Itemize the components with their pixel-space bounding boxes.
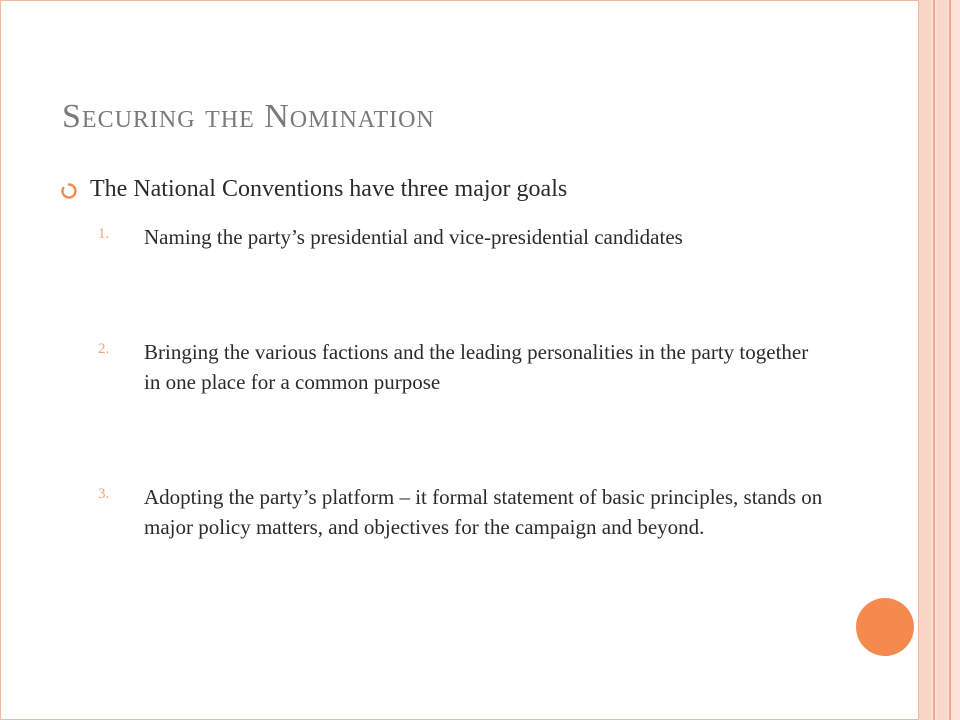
decorative-stripes xyxy=(919,0,960,720)
decorative-circle xyxy=(856,598,914,656)
item-text: Bringing the various factions and the leading personalities in the party together in one place for a common purpose xyxy=(144,340,809,394)
stripe xyxy=(949,0,951,720)
bullet-ring-icon xyxy=(60,182,78,200)
item-number: 2. xyxy=(98,341,110,357)
item-number: 1. xyxy=(98,226,110,242)
stripe xyxy=(953,0,960,720)
slide-title: Securing the Nomination xyxy=(62,98,435,135)
main-bullet-text: The National Conventions have three major goals xyxy=(90,176,568,202)
stripe xyxy=(933,0,935,720)
stripe xyxy=(919,0,931,720)
stripe xyxy=(937,0,947,720)
item-text: Adopting the party’s platform – it formal statement of basic principles, stands on major policy matters, and objectives for the campaign and beyond. xyxy=(144,485,823,539)
item-number: 3. xyxy=(98,486,110,502)
item-text: Naming the party’s presidential and vice-presidential candidates xyxy=(144,225,683,249)
